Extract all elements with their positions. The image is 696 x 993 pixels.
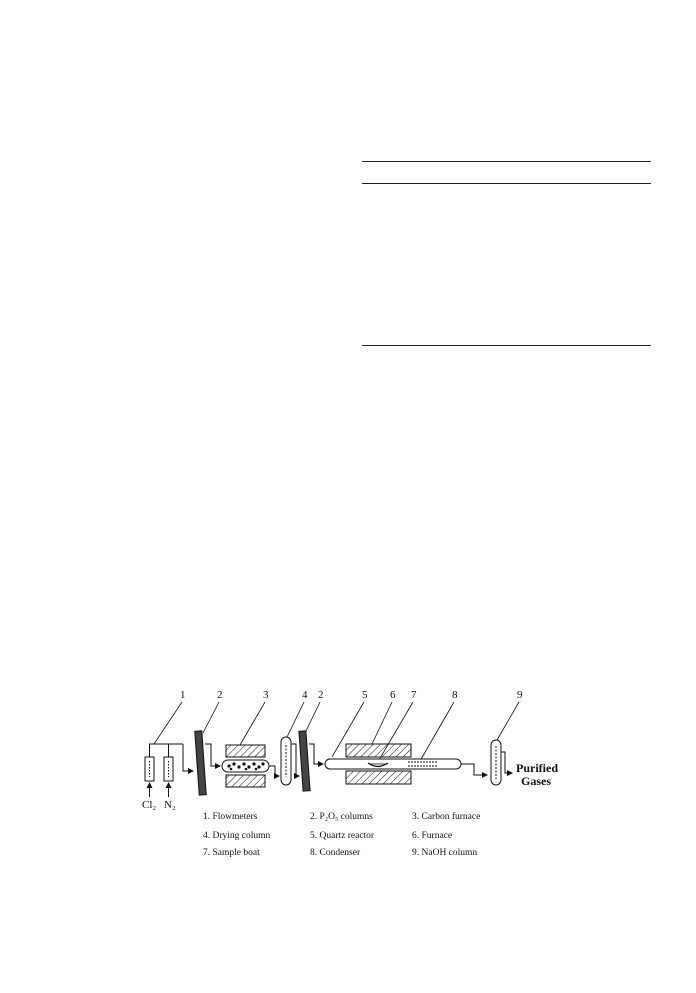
legend-item: 4. Drying column — [203, 831, 271, 841]
callout-7: 7 — [411, 689, 417, 701]
legend-item: 1. Flowmeters — [203, 812, 258, 822]
callout-4: 4 — [302, 689, 308, 701]
drying-column — [281, 737, 291, 785]
callout-9: 9 — [517, 689, 523, 701]
pipe-to-quartz-reactor — [309, 744, 323, 764]
cl2-label: Cl₂ — [142, 799, 157, 811]
callout-8: 8 — [452, 689, 458, 701]
flowmeter-n2 — [164, 757, 173, 781]
naoh-column — [491, 740, 501, 785]
callout-2a: 2 — [217, 689, 223, 701]
n2-label: N₂ — [164, 799, 176, 811]
output-label-line1: Purified — [516, 761, 558, 775]
quartz-reactor — [325, 759, 461, 769]
legend-item: 9. NaOH column — [412, 848, 478, 858]
legend-item: 7. Sample boat — [203, 848, 260, 858]
legend-item: 5. Quartz reactor — [310, 831, 375, 841]
furnace-bottom — [346, 771, 411, 784]
legend-item: 3. Carbon furnace — [412, 812, 481, 822]
callout-6: 6 — [390, 689, 396, 701]
carbon-furnace — [222, 745, 269, 787]
legend — [203, 812, 543, 860]
legend-item: 6. Furnace — [412, 831, 453, 841]
pipe-to-carbon-furnace — [205, 744, 220, 766]
callout-1: 1 — [180, 689, 186, 701]
pipe-to-p2o5-column-2 — [291, 744, 299, 776]
leader-lines — [154, 702, 519, 761]
pipe-to-naoh-column — [461, 764, 487, 775]
p2o5-column-1 — [195, 731, 206, 795]
output-label-line2: Gases — [521, 774, 551, 788]
flowmeter-cl2 — [145, 757, 154, 781]
pipe-to-drying-column — [269, 766, 279, 776]
callout-5: 5 — [362, 689, 368, 701]
callout-3: 3 — [263, 689, 269, 701]
legend-item: 8. Condenser — [310, 848, 361, 858]
callout-2b: 2 — [318, 689, 324, 701]
outlet-arrow — [501, 752, 512, 773]
furnace-top — [346, 744, 411, 757]
legend-item: 2. P₂O₅ columns — [310, 812, 373, 822]
p2o5-column-2 — [299, 731, 310, 791]
